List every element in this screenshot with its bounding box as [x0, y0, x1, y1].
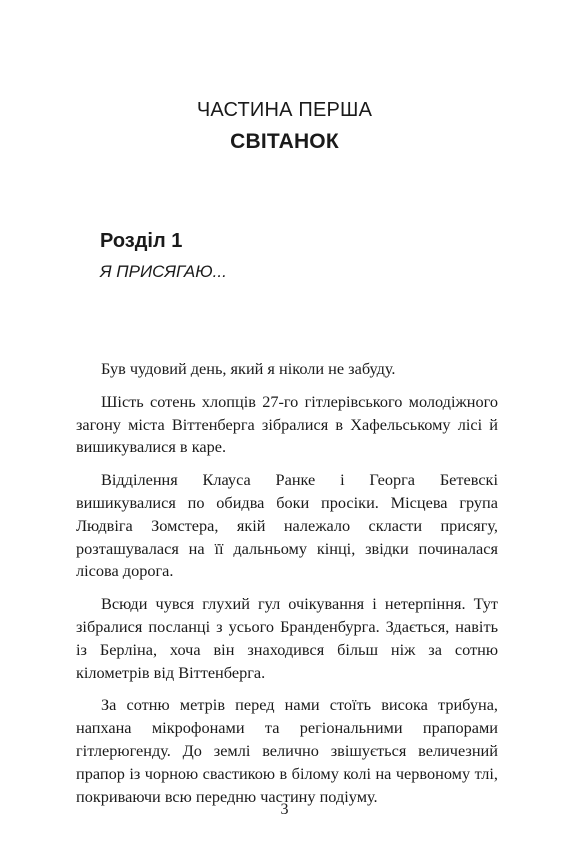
- paragraph: Був чудовий день, який я ніколи не забуду.: [101, 359, 396, 378]
- paragraph: Шість сотень хлопців 27-го гітлерівського молодіжного загону міста Віттенберга зібралися в Хафельському лісі й вишикувалися в каре.: [76, 391, 498, 457]
- chapter-number: Розділ 1: [100, 230, 183, 252]
- body-text: [76, 358, 498, 818]
- page-number: 3: [280, 801, 289, 818]
- paragraph: За сотню метрів перед нами стоїть висока трибуна, напхана мікрофонами та регіональними прапорами гітлерюгенду. До землі велично звішується величезний прапор із чорною свастикою в білому колі на червоному тлі, покриваючи всю передню частину подіуму.: [76, 695, 498, 806]
- chapter-title: Я ПРИСЯГАЮ...: [100, 262, 227, 281]
- paragraph: Відділення Клауса Ранке і Георга Бетевскі вишикувалися по обидва боки просіки. Місцева група Людвіга Зомстера, якій належало скласти присягу, розташувалася на її дальньому кінці, звідки починалася лісова дорога.: [76, 470, 498, 581]
- part-title: ЧАСТИНА ПЕРША: [196, 99, 373, 121]
- part-subtitle: СВІТАНОК: [230, 130, 339, 153]
- paragraph: Всюди чувся глухий гул очікування і нетерпіння. Тут зібралися посланці з усього Бранденбурга. Здається, навіть із Берліна, хоча він знаходився більш ніж за сотню кілометрів від Віттенберга.: [76, 594, 498, 682]
